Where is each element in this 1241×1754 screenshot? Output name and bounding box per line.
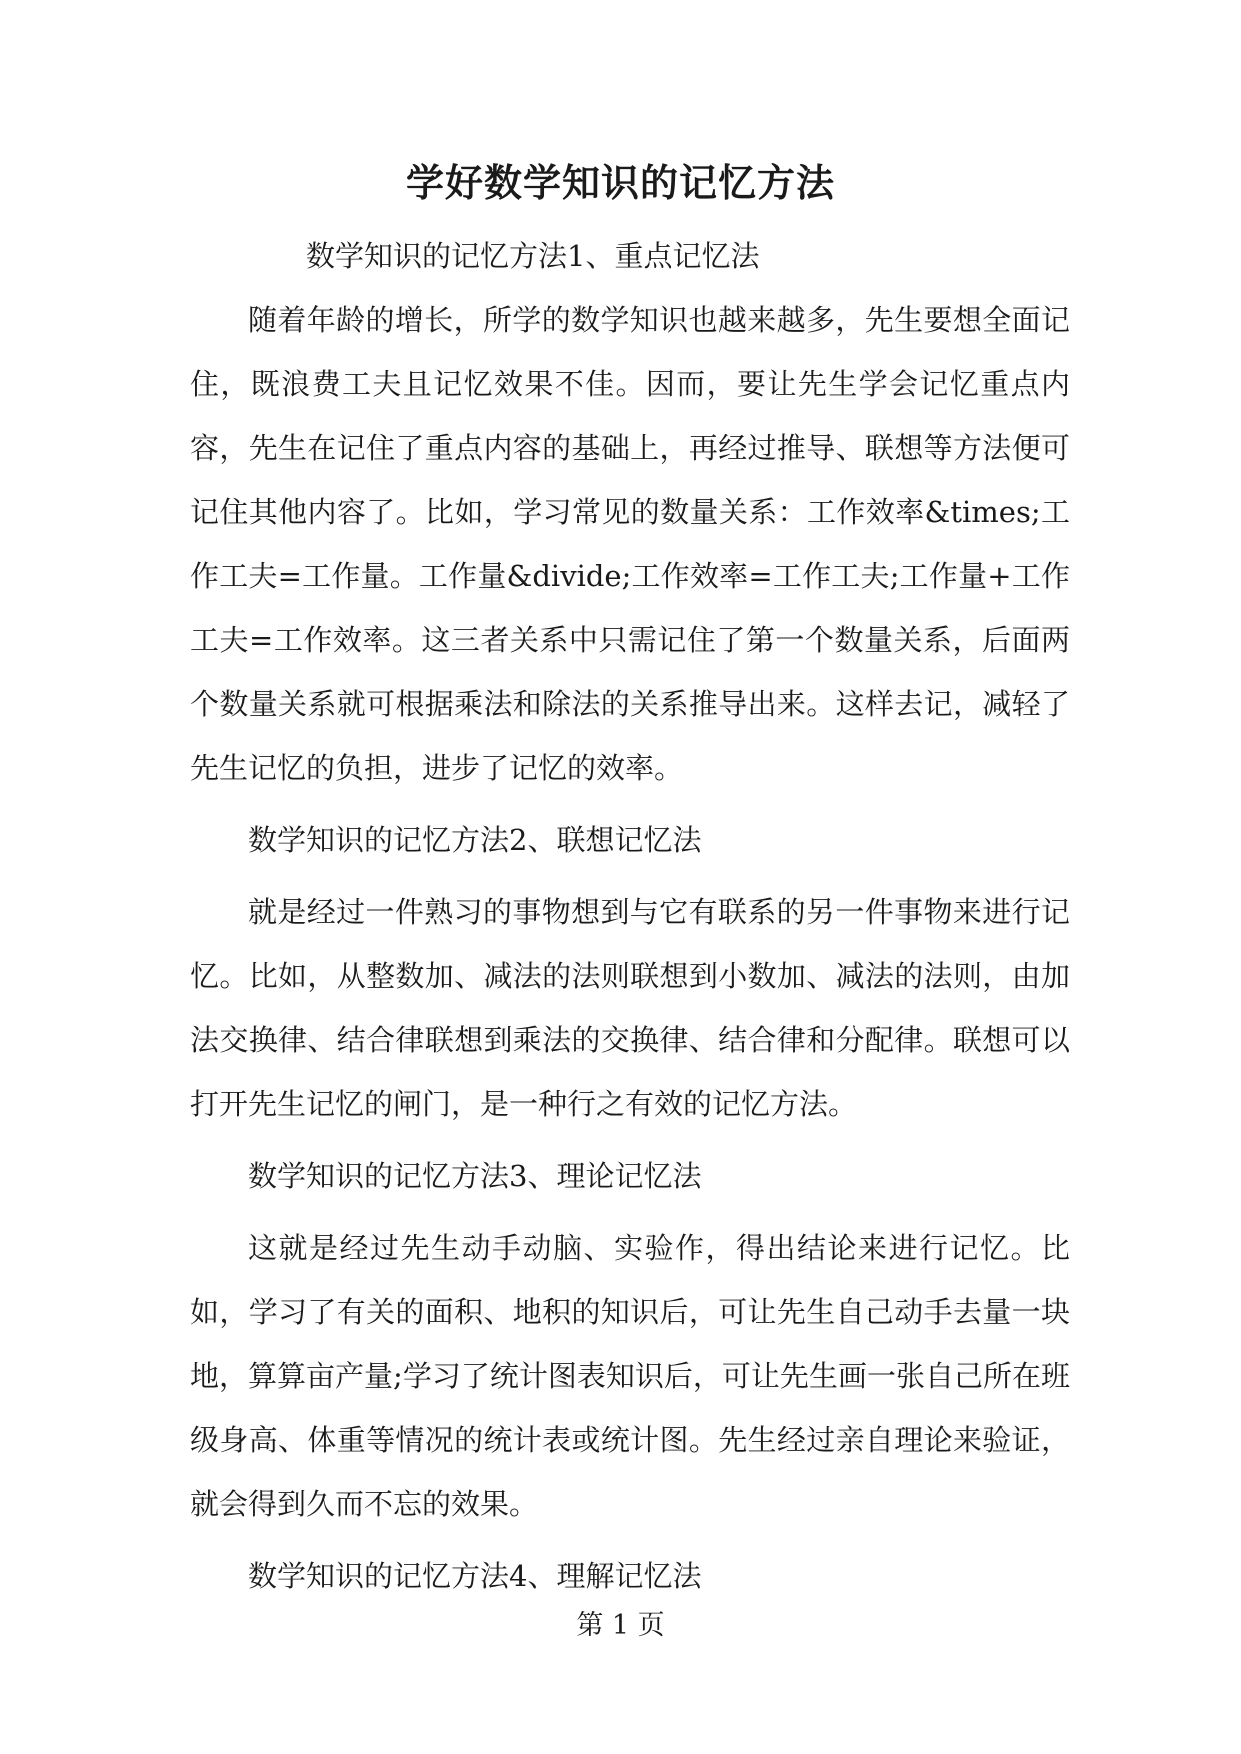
section-heading-1: 数学知识的记忆方法1、重点记忆法 — [306, 239, 760, 273]
paragraph-1: 随着年龄的增长，所学的数学知识也越来越多，先生要想全面记住，既浪费工夫且记忆效果不佳。因而，要让先生学会记忆重点内容，先生在记住了重点内容的基础上，再经过推导、联想等方法便可记住其他内容了。比如，学习常见的数量关系：工作效率&times;工作工夫=工作量。工作量&divide;工作效率=工作工夫;工作量+工作工夫=工作效率。这三者关系中只需记住了第一个数量关系，后面两个数量关系就可根据乘法和除法的关系推导出来。这样去记，减轻了先生记忆的负担，进步了记忆的效率。 — [190, 303, 1070, 785]
section-heading-4: 数学知识的记忆方法4、理解记忆法 — [248, 1559, 702, 1593]
document-title: 学好数学知识的记忆方法 — [405, 160, 835, 205]
document-body — [190, 224, 1070, 1616]
section-heading-2: 数学知识的记忆方法2、联想记忆法 — [248, 823, 702, 857]
paragraph-3: 这就是经过先生动手动脑、实验作，得出结论来进行记忆。比如，学习了有关的面积、地积的知识后，可让先生自己动手去量一块地，算算亩产量;学习了统计图表知识后，可让先生画一张自己所在班级身高、体重等情况的统计表或统计图。先生经过亲自理论来验证，就会得到久而不忘的效果。 — [190, 1231, 1070, 1521]
section-heading-3: 数学知识的记忆方法3、理论记忆法 — [248, 1159, 702, 1193]
page-number: 第 1 页 — [576, 1610, 665, 1641]
paragraph-2: 就是经过一件熟习的事物想到与它有联系的另一件事物来进行记忆。比如，从整数加、减法的法则联想到小数加、减法的法则，由加法交换律、结合律联想到乘法的交换律、结合律和分配律。联想可以打开先生记忆的闸门，是一种行之有效的记忆方法。 — [190, 895, 1070, 1121]
